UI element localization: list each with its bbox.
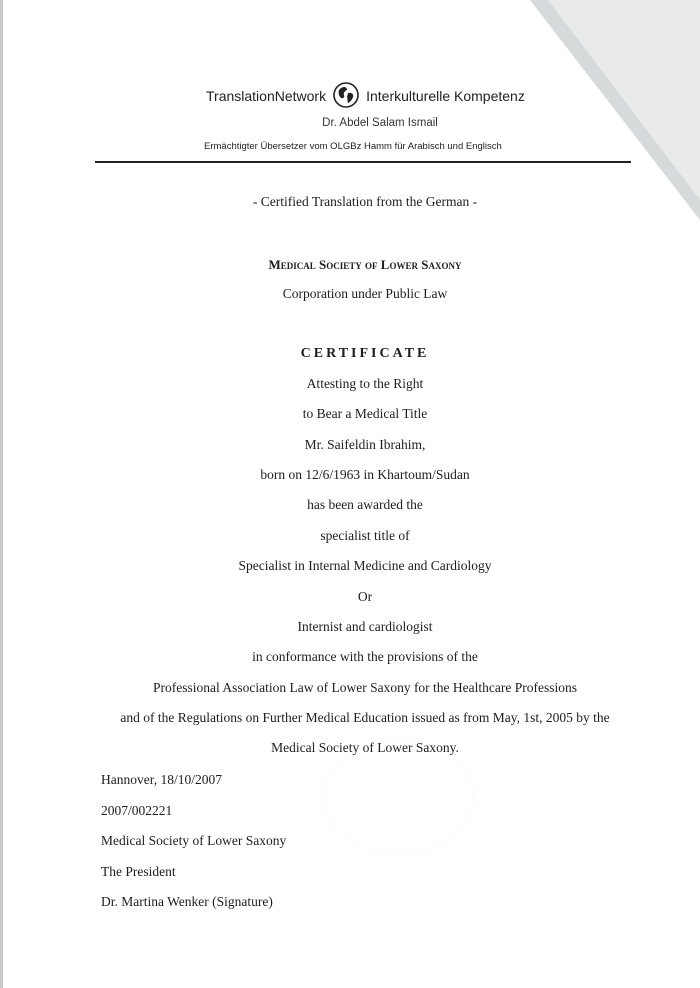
body-line: specialist title of xyxy=(320,528,410,543)
letterhead-brand xyxy=(206,82,525,110)
body-line: to Bear a Medical Title xyxy=(302,406,428,421)
recipient-name: Mr. Saifeldin Ibrahim, xyxy=(304,437,426,452)
translator-name: Dr. Abdel Salam Ismail xyxy=(322,117,438,129)
network-tagline: Interkulturelle Kompetenz xyxy=(366,88,525,104)
reference-number: 2007/002221 xyxy=(101,803,173,818)
signing-organization: Medical Society of Lower Saxony xyxy=(101,833,287,848)
signatory-role: The President xyxy=(101,864,176,879)
body-line: Professional Association Law of Lower Saxony for the Healthcare Professions xyxy=(152,680,578,695)
body-line: Or xyxy=(357,589,373,604)
globe-icon xyxy=(332,81,360,112)
network-name: TranslationNetwork xyxy=(206,88,327,104)
translator-authorization: Ermächtigter Übersetzer vom OLGBz Hamm für Arabisch und Englisch xyxy=(204,141,502,152)
issuer-type: Corporation under Public Law xyxy=(282,286,448,301)
specialist-title-alt: Internist and cardiologist xyxy=(297,619,433,634)
body-line: has been awarded the xyxy=(307,497,423,512)
body-line: and of the Regulations on Further Medical Education issued as from May, 1st, 2005 by the xyxy=(120,710,610,725)
body-line: Medical Society of Lower Saxony. xyxy=(271,740,459,755)
place-date: Hannover, 18/10/2007 xyxy=(101,772,222,787)
signatory-name: Dr. Martina Wenker (Signature) xyxy=(101,894,273,909)
header-divider xyxy=(95,161,631,163)
translation-note: - Certified Translation from the German - xyxy=(252,194,478,209)
issuer-name: Medical Society of Lower Saxony xyxy=(268,257,462,272)
certificate-title: CERTIFICATE xyxy=(300,346,430,361)
specialist-title: Specialist in Internal Medicine and Cardiology xyxy=(238,558,492,573)
page-left-edge xyxy=(0,0,3,988)
faint-seal-stamp xyxy=(322,740,474,854)
body-line: Attesting to the Right xyxy=(306,376,424,391)
recipient-birth: born on 12/6/1963 in Khartoum/Sudan xyxy=(260,467,470,482)
body-line: in conformance with the provisions of the xyxy=(252,649,478,664)
